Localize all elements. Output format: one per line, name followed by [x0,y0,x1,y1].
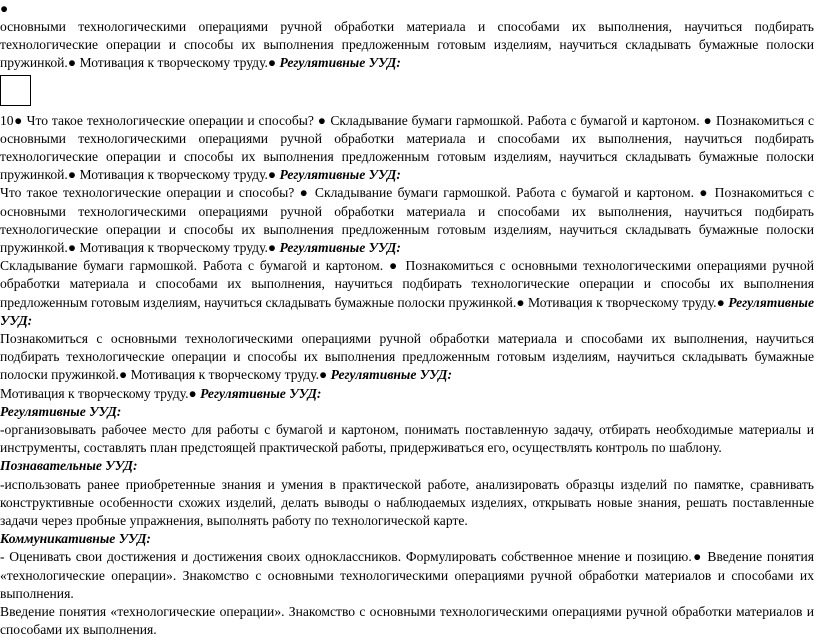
regulative-section-text: -организовывать рабочее место для работы с бумагой и картоном, понимать поставленную задачу, отбирать необходимые материалы и инструменты, составлять план предстоящей практической работы, придерживаться его, осуществлять контроль по шаблону. [0,422,814,456]
final-paragraph: Введение понятия «технологические операции». Знакомство с основными технологическими операциями ручной обработки материалов и способами их выполнения. [0,604,814,638]
regulative-heading: Регулятивные УУД: [200,385,322,401]
paragraph-text: основными технологическими операциями ручной обработки материала и способами их выполнения, научиться подбирать технологические операции и способы их выполнения предложенным готовым изделиям, научиться складывать бумажные полоски пружинкой.● Мотивация к творческому труду.● [0,19,814,71]
regulative-heading: Регулятивные УУД: [330,367,452,383]
paragraph-text: Мотивация к творческому труду.● [0,385,201,401]
regulative-heading: Регулятивные УУД: [279,55,401,71]
paragraph-3 [0,184,814,257]
bullet-marker: ● [0,1,9,16]
communicative-section-heading: Коммуникативные УУД: [0,531,151,547]
paragraph-6 [0,385,814,403]
communicative-section-text: - Оценивать свои достижения и достижения своих одноклассников. Формулировать собственное мнение и позицию.● Введение понятия «технологические операции». Знакомство с основными технологическими операциями ручной обработки материалов и способами их выполнения. [0,549,814,601]
paragraph-text: Складывание бумаги гармошкой. Работа с бумагой и картоном. ● Познакомиться с основными технологическими операциями ручной обработки материала и способами их выполнения, научиться подбирать технологические операции и способы их выполнения предложенным готовым изделиям, научиться складывать бумажные полоски пружинкой.● Мотивация к творческому труду.● [0,258,814,310]
paragraph-4 [0,257,814,330]
regulative-heading: Регулятивные УУД: [279,240,401,256]
paragraph-2 [0,112,814,185]
empty-table-cell [0,75,31,106]
paragraph-text: 10● Что такое технологические операции и способы? ● Складывание бумаги гармошкой. Работа с бумагой и картоном. ● Познакомиться с основными технологическими операциями ручной обработки материала и способами их выполнения, научиться подбирать технологические операции и способы их выполнения предложенным готовым изделиям, научиться складывать бумажные полоски пружинкой.● Мотивация к творческому труду.● [0,112,814,183]
regulative-heading: Регулятивные УУД: [279,167,401,183]
paragraph-1 [0,18,814,73]
regulative-heading: Регулятивные УУД: [0,294,814,328]
paragraph-text: Что такое технологические операции и способы? ● Складывание бумаги гармошкой. Работа с бумагой и картоном. ● Познакомиться с основными технологическими операциями ручной обработки материала и способами их выполнения, научиться подбирать технологические операции и способы их выполнения предложенным готовым изделиям, научиться складывать бумажные полоски пружинкой.● Мотивация к творческому труду.● [0,185,814,256]
paragraph-text: Познакомиться с основными технологическими операциями ручной обработки материала и способами их выполнения, научиться подбирать технологические операции и способы их выполнения предложенным готовым изделиям, научиться складывать бумажные полоски пружинкой.● Мотивация к творческому труду.● [0,331,814,383]
cognitive-section-heading: Познавательные УУД: [0,458,138,474]
cognitive-section-text: -использовать ранее приобретенные знания и умения в практической работе, анализировать образцы изделий по памятке, сравнивать конструктивные особенности схожих изделий, делать выводы о наблюдаемых изделиях, открывать новые знания, решать поставленные задачи через пробные упражнения, выполнять работу по технологической карте. [0,476,814,529]
regulative-section-heading: Регулятивные УУД: [0,403,122,419]
paragraph-5 [0,330,814,385]
